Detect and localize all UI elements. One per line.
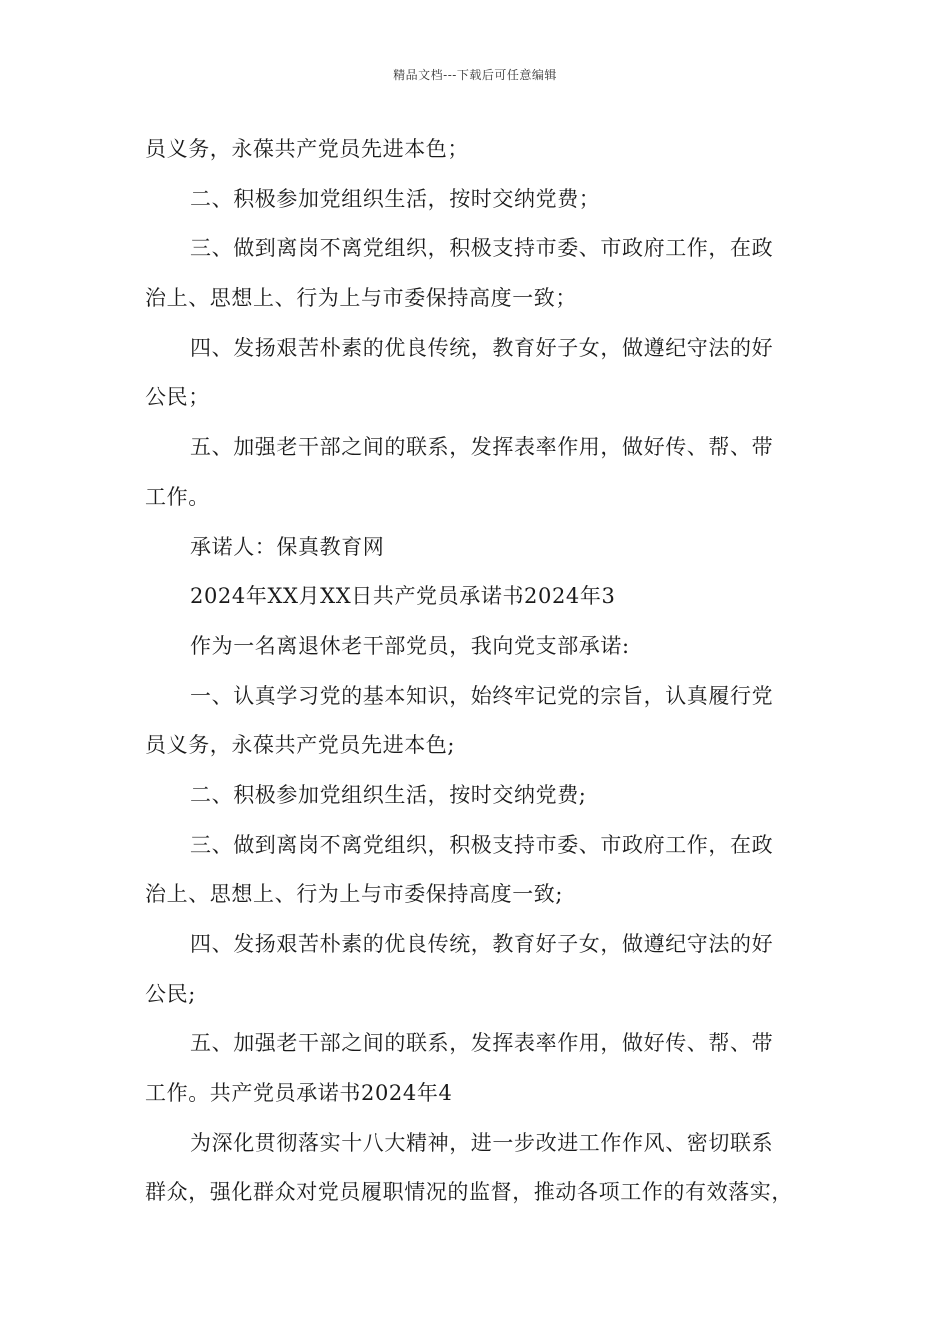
- text-line: 二、积极参加党组织生活，按时交纳党费；: [190, 186, 601, 211]
- text-line: 四、发扬艰苦朴素的优良传统，教育好子女，做遵纪守法的好: [190, 932, 774, 956]
- text-line: 公民；: [145, 385, 210, 410]
- text-line: 三、做到离岗不离党组织，积极支持市委、市政府工作，在政: [190, 236, 774, 261]
- text-line: 一、认真学习党的基本知识，始终牢记党的宗旨，认真履行党: [190, 683, 774, 708]
- text-line: 群众，强化群众对党员履职情况的监督，推动各项工作的有效落实，: [145, 1180, 793, 1205]
- text-line: 员义务，永葆共产党员先进本色;: [145, 733, 456, 758]
- text-line: 五、加强老干部之间的联系，发挥表率作用，做好传、帮、带: [190, 1031, 774, 1056]
- text-line: 为深化贯彻落实十八大精神，进一步改进工作作风、密切联系: [190, 1130, 774, 1155]
- text-line: 二、积极参加党组织生活，按时交纳党费;: [190, 782, 587, 807]
- text-line: 四、发扬艰苦朴素的优良传统，教育好子女，做遵纪守法的好: [190, 335, 774, 360]
- signature-line: 承诺人：保真教育网: [190, 534, 385, 559]
- document-body: [145, 125, 825, 1218]
- text-line: 公民;: [145, 981, 196, 1006]
- date-title-line: 2024年XX月XX日共产党员承诺书2024年3: [190, 584, 616, 609]
- text-line: 治上、思想上、行为上与市委保持高度一致;: [145, 882, 564, 907]
- text-line: 治上、思想上、行为上与市委保持高度一致；: [145, 286, 577, 311]
- text-line: 作为一名离退休老干部党员，我向党支部承诺:: [190, 633, 630, 658]
- text-line: 工作。共产党员承诺书2024年4: [145, 1081, 453, 1106]
- text-line: 五、加强老干部之间的联系，发挥表率作用，做好传、帮、带: [190, 435, 774, 460]
- text-line: 员义务，永葆共产党员先进本色；: [145, 137, 469, 161]
- text-line: 三、做到离岗不离党组织，积极支持市委、市政府工作，在政: [190, 832, 774, 857]
- page-header: 精品文档---下载后可任意编辑: [393, 68, 557, 82]
- text-line: 工作。: [145, 484, 210, 509]
